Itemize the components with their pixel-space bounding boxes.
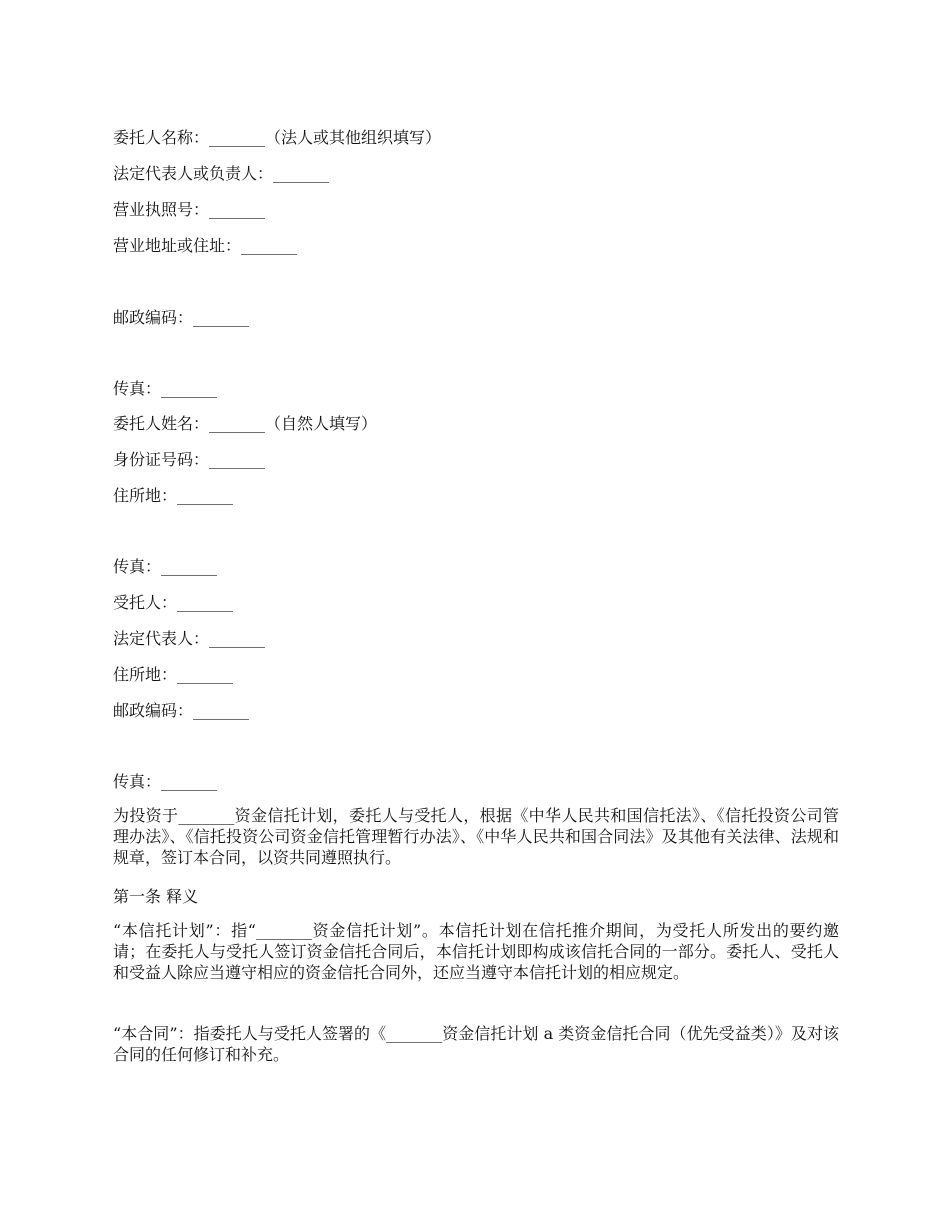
- preamble-paragraph: 为投资于_______资金信托计划，委托人与受托人，根据《中华人民共和国信托法》、《信托投资公司管理办法》、《信托投资公司资金信托管理暂行办法》、《中华人民共和国合同法》及其他有关法律、法规和规章，签订本合同，以资共同遵照执行。: [113, 806, 839, 867]
- residence-field: 住所地：_______: [113, 486, 234, 505]
- principal-individual-name-field: 委托人姓名：_______（自然人填写）: [113, 414, 378, 433]
- definition-contract: “本合同”：指委托人与受托人签署的《_______资金信托计划 a 类资金信托合同（优先受益类）》及对该合同的任何修订和补充。: [113, 1024, 839, 1064]
- business-license-number-field: 营业执照号：_______: [113, 200, 266, 219]
- trustee-fax-field: 传真：_______: [113, 772, 218, 791]
- postal-code-field: 邮政编码：_______: [113, 308, 250, 327]
- fax-field-2: 传真：_______: [113, 557, 218, 576]
- business-address-field: 营业地址或住址：_______: [113, 236, 298, 255]
- trustee-field: 受托人：_______: [113, 593, 234, 612]
- id-number-field: 身份证号码：_______: [113, 450, 266, 469]
- trustee-legal-representative-field: 法定代表人：_______: [113, 629, 266, 648]
- fax-field: 传真：_______: [113, 379, 218, 398]
- trustee-residence-field: 住所地：_______: [113, 665, 234, 684]
- definition-trust-plan: “本信托计划”：指“_______资金信托计划”。本信托计划在信托推介期间，为受托人所发出的要约邀请；在委托人与受托人签订资金信托合同后，本信托计划即构成该信托合同的一部分。委托人、受托人和受益人除应当遵守相应的资金信托合同外，还应当遵守本信托计划的相应规定。: [113, 921, 839, 982]
- trustee-postal-code-field: 邮政编码：_______: [113, 701, 250, 720]
- principal-name-field: 委托人名称：_______（法人或其他组织填写）: [113, 128, 442, 147]
- article-heading: 第一条 释义: [113, 887, 199, 906]
- legal-representative-or-head-field: 法定代表人或负责人：_______: [113, 164, 330, 183]
